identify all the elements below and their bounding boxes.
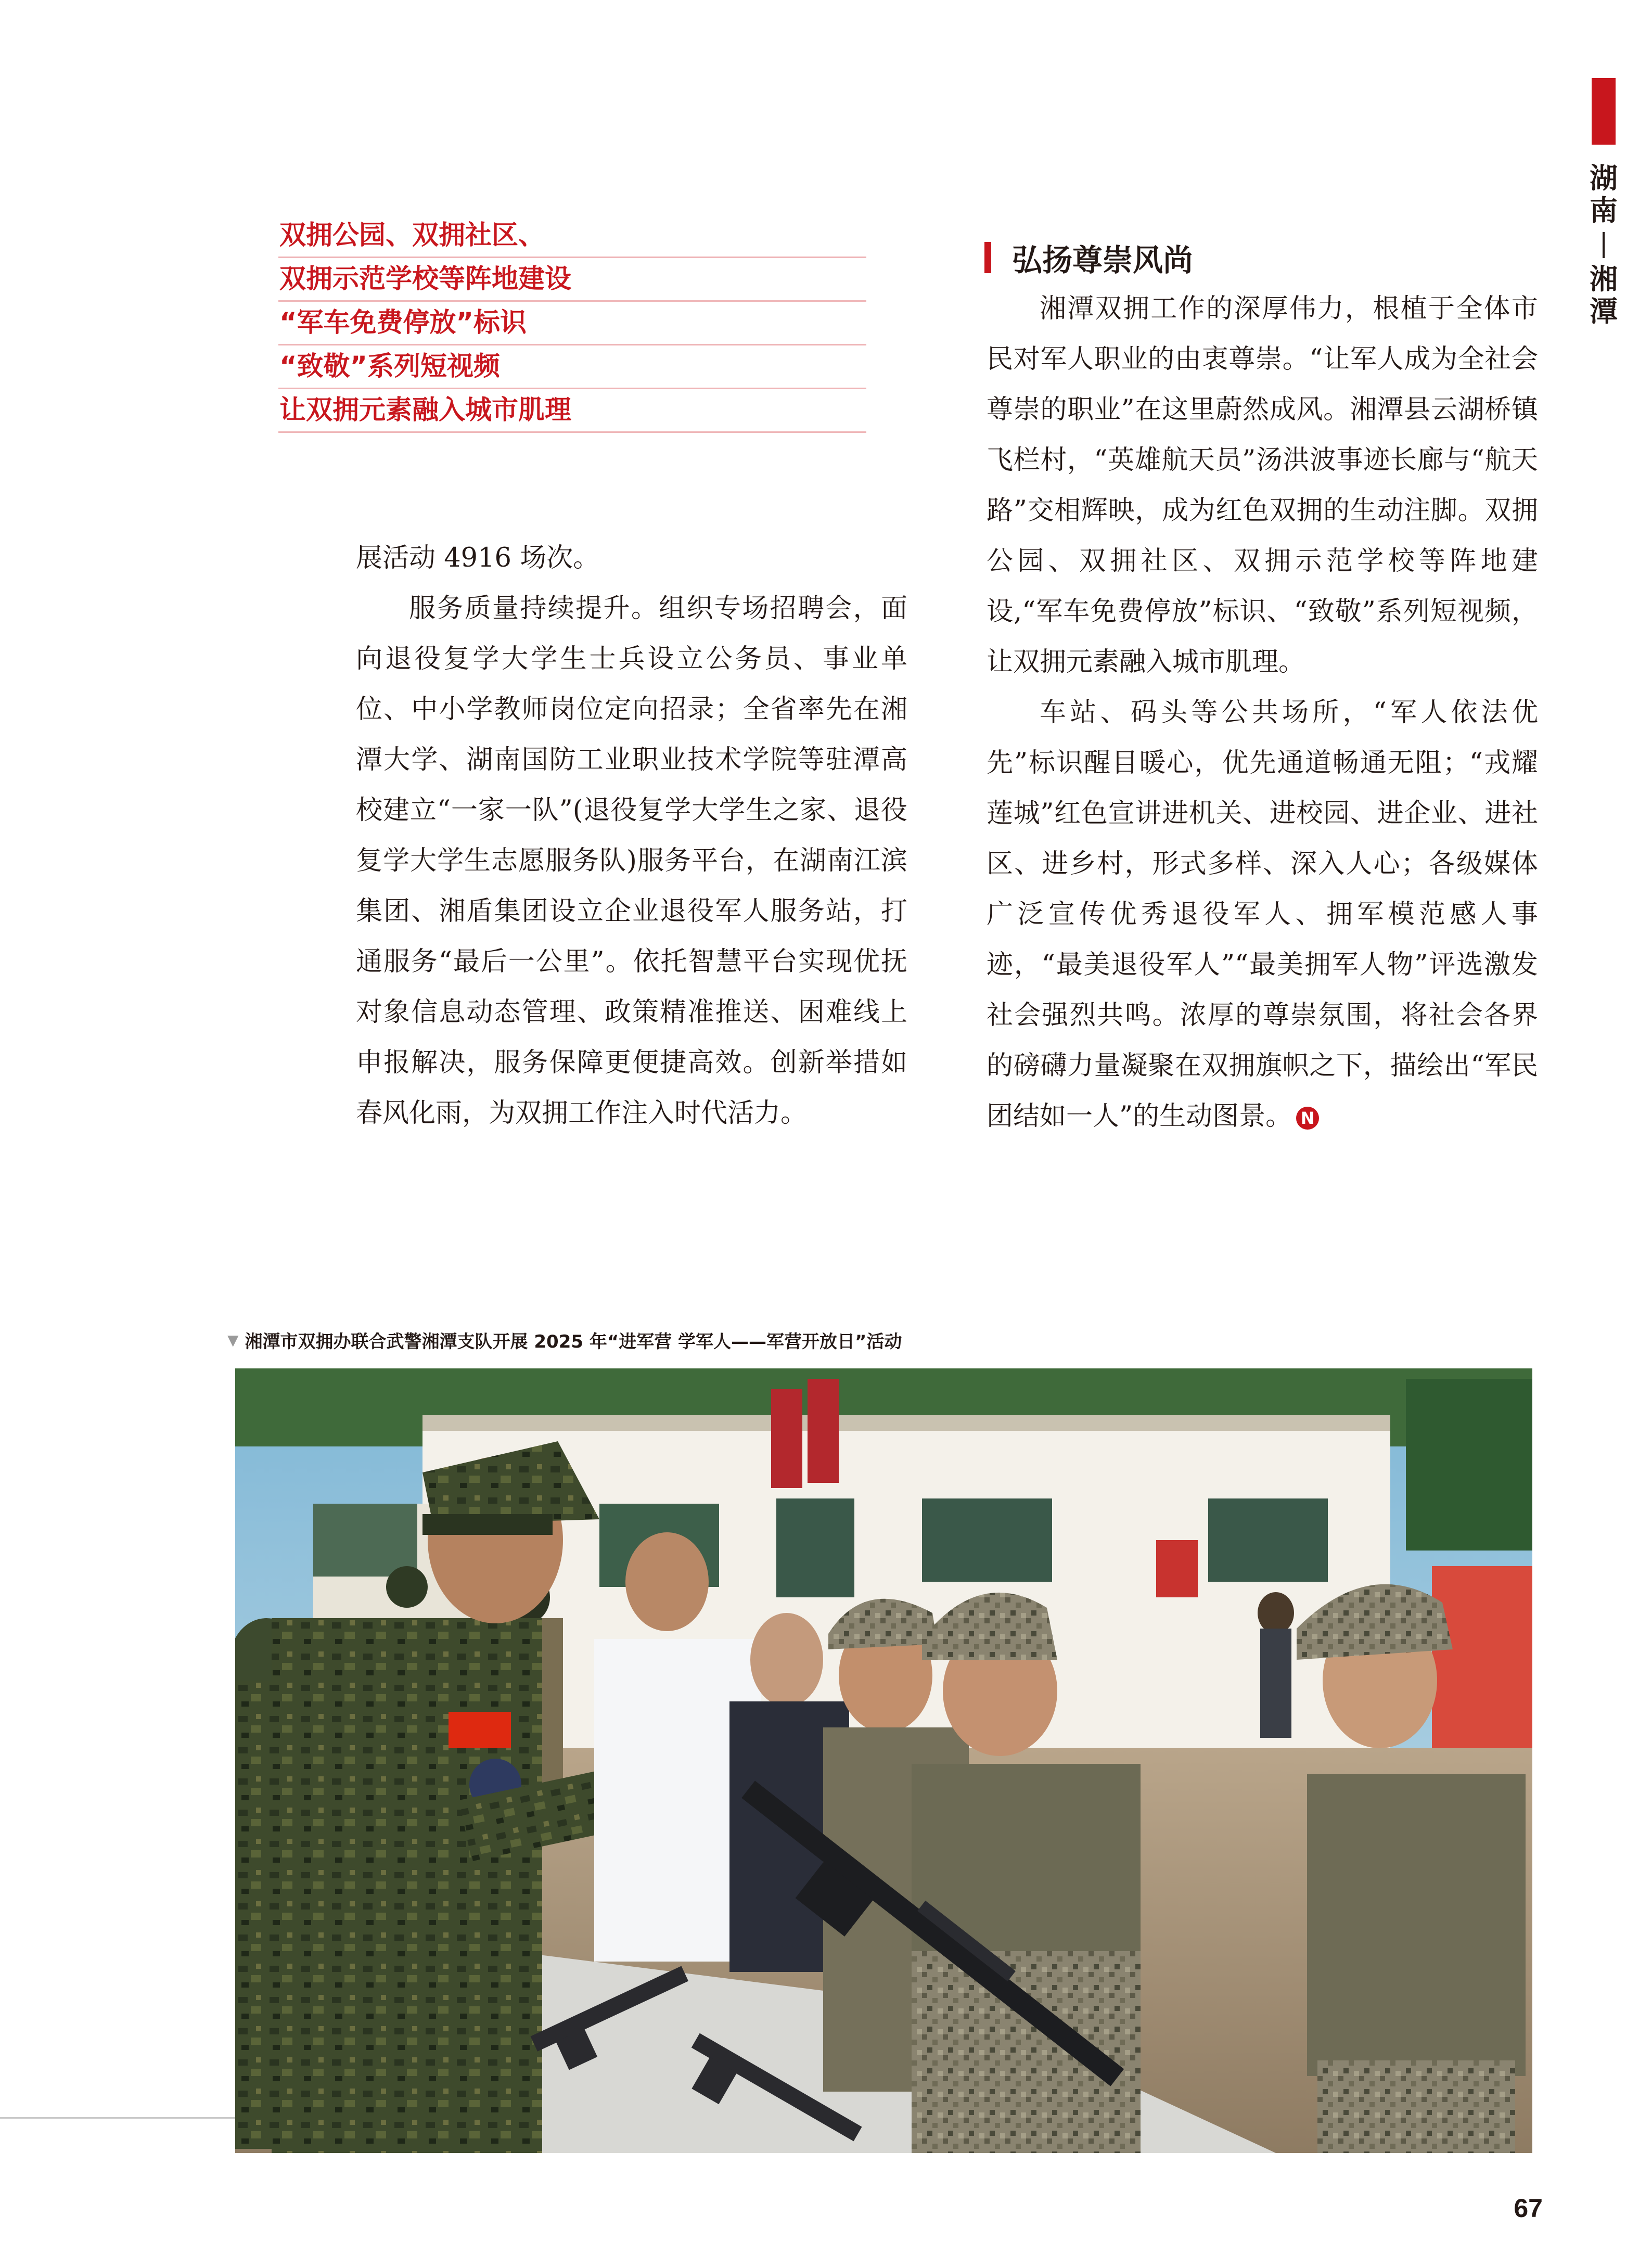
pull-quote-line: 让双拥元素融入城市肌理 [278,389,866,433]
photo-caption [227,1327,902,1353]
heading-accent-bar [984,242,991,273]
caption-text: 湘潭市双拥办联合武警湘潭支队开展 2025 年“进军营 学军人——军营开放日”活动 [245,1331,902,1352]
body-paragraph-text: 车站、码头等公共场所，“军人依法优先”标识醒目暖心，优先通道畅通无阻；“戎耀莲城”红色宣讲进机关、进校园、进企业、进社区、进乡村，形式多样、深入人心；各级媒体广泛宣传优秀退役军人、拥军模范感人事迹，“最美退役军人”“最美拥军人物”评选激发社会强烈共鸣。浓厚的尊崇氛围，将社会各界的磅礴力量凝聚在双拥旗帜之下，描绘出“军民团结如一人”的生动图景。 [987,697,1538,1132]
caption-pointer-icon: ▼ [227,1331,239,1349]
side-label-char: 湖 [1590,162,1618,195]
side-label-divider [1603,232,1605,258]
side-label-char: 湘 [1590,263,1618,296]
pull-quote-line: 双拥公园、双拥社区、 [278,214,866,258]
page-number: 67 [1514,2194,1543,2223]
side-label-char: 潭 [1590,295,1618,328]
body-paragraph: 展活动 4916 场次。 [356,543,600,573]
pull-quote [278,214,866,433]
side-label-char: 南 [1590,194,1618,227]
right-column [987,284,1538,1142]
left-column [356,533,907,1138]
body-paragraph: 湘潭双拥工作的深厚伟力，根植于全体市民对军人职业的由衷尊崇。“让军人成为全社会尊崇的职业”在这里蔚然成风。湘潭县云湖桥镇飞栏村，“英雄航天员”汤洪波事迹长廊与“航天路”交相辉映，成为红色双拥的生动注脚。双拥公园、双拥社区、双拥示范学校等阵地建设,“军车免费停放”标识、“致敬”系列短视频，让双拥元素融入城市肌理。 [987,293,1538,677]
body-paragraph [987,687,1538,1142]
section-heading [984,237,1193,278]
body-paragraph: 服务质量持续提升。组织专场招聘会，面向退役复学大学生士兵设立公务员、事业单位、中小学教师岗位定向招录；全省率先在湘潭大学、湖南国防工业职业技术学院等驻潭高校建立“一家一队”(退役复学大学生之家、退役复学大学生志愿服务队)服务平台，在湖南江滨集团、湘盾集团设立企业退役军人服务站，打通服务“最后一公里”。依托智慧平台实现优抚对象信息动态管理、政策精准推送、困难线上申报解决，服务保障更便捷高效。创新举措如春风化雨，为双拥工作注入时代活力。 [356,593,907,1129]
section-tab-marker [1592,78,1616,145]
event-photo [235,1368,1532,2153]
section-side-label [1585,162,1622,328]
section-title: 弘扬尊崇风尚 [1012,242,1194,278]
pull-quote-line: 双拥示范学校等阵地建设 [278,258,866,302]
article-end-icon: N [1296,1107,1319,1130]
pull-quote-line: “致敬”系列短视频 [278,345,866,389]
pull-quote-line: “军车免费停放”标识 [278,302,866,345]
bottom-rule [0,2117,235,2119]
